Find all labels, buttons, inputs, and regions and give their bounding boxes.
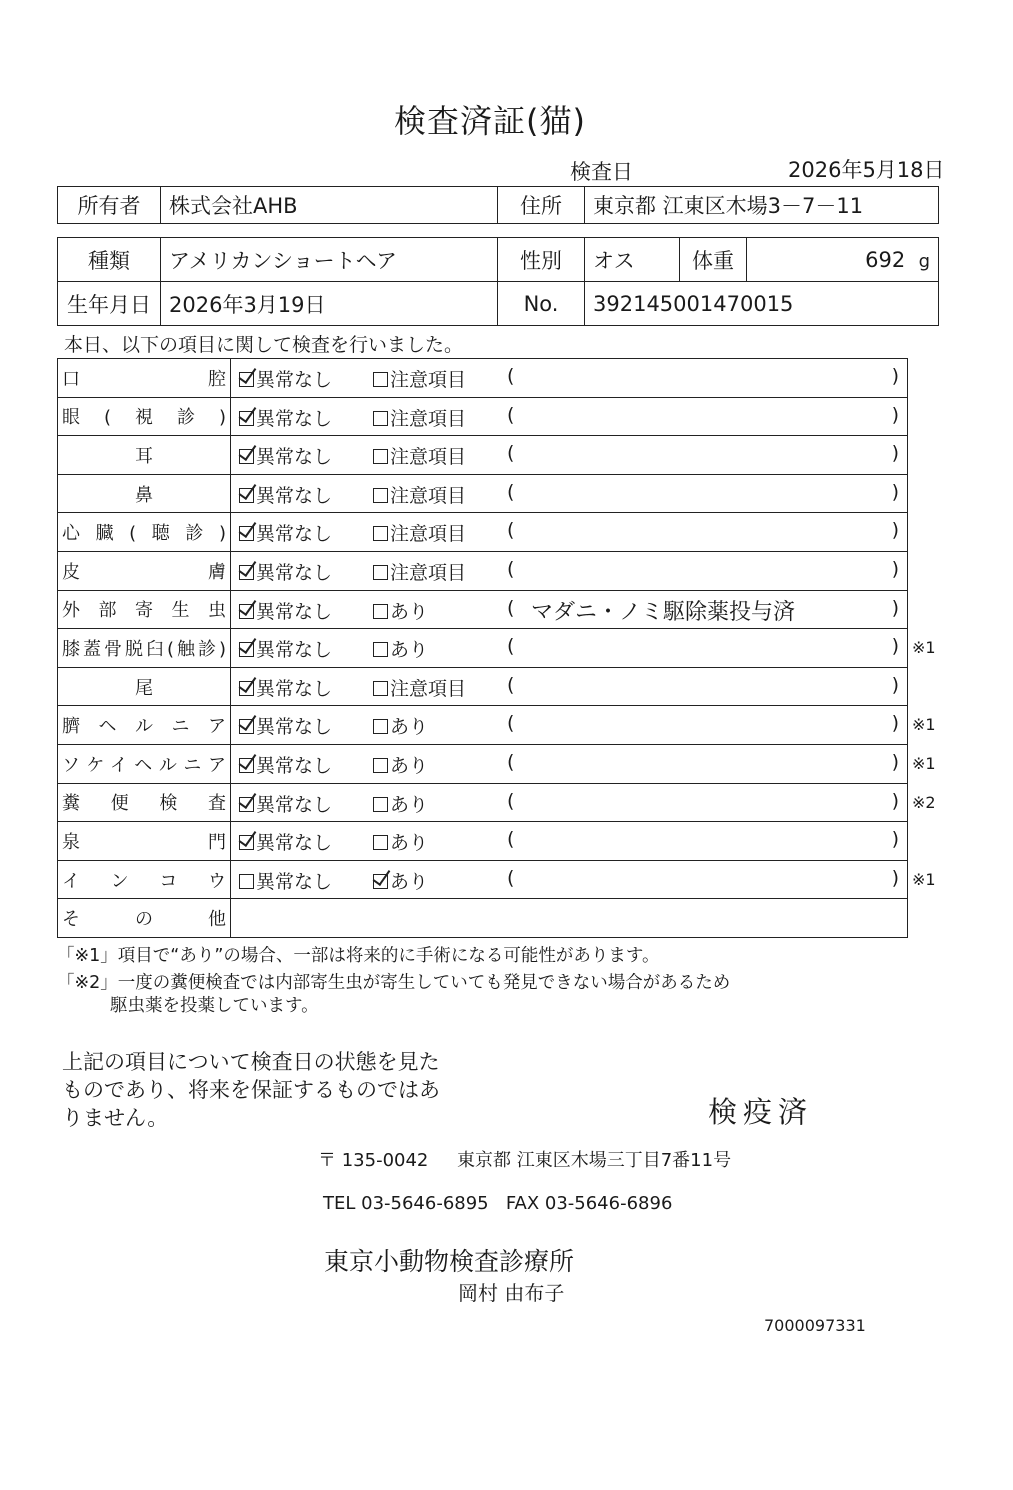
normal-checkbox[interactable] [239,719,254,734]
finding-checkbox[interactable] [373,719,388,734]
exam-result-cell [231,860,908,899]
finding-option[interactable] [373,404,466,431]
exam-item-name-cell [58,629,231,668]
normal-checkbox[interactable] [239,835,254,850]
contact-line [323,1193,672,1214]
paren-open: ( [507,789,515,812]
exam-item-name: 臍ヘルニア [62,716,226,738]
exam-row [58,783,908,822]
postal-code: 〒 135-0042 [318,1150,429,1171]
footnote-mark: ※1 [912,869,936,889]
paren-close: ) [891,403,899,426]
exam-row [58,474,908,513]
other-label: その他 [62,909,226,931]
birthdate-value: 2026年3月19日 [161,282,498,326]
finding-option[interactable] [373,867,428,894]
finding-checkbox[interactable] [373,565,388,580]
number-value: 392145001470015 [585,282,939,326]
footnote-2-line1: 「※2」一度の糞便検査では内部寄生虫が寄生していても発見できない場合があるため [57,973,731,993]
exam-row-other [58,899,908,938]
normal-checkbox[interactable] [239,797,254,812]
finding-checkbox[interactable] [373,797,388,812]
serial-number: 7000097331 [764,1316,866,1335]
normal-label: 異常なし [256,484,333,507]
normal-label: 異常なし [256,561,333,584]
paren-open: ( [507,442,515,465]
normal-label: 異常なし [256,407,333,430]
exam-row [58,359,908,398]
normal-option[interactable] [239,558,332,585]
finding-checkbox[interactable] [373,488,388,503]
normal-option[interactable] [239,867,332,894]
finding-checkbox[interactable] [373,604,388,619]
footnote-2-line2: 駆虫薬を投薬しています。 [110,996,319,1016]
exam-item-name-cell [58,436,231,475]
normal-checkbox[interactable] [239,604,254,619]
owner-value: 株式会社AHB [161,187,498,224]
exam-result-cell [231,706,908,745]
exam-item-name: ソケイヘルニア [62,754,226,776]
normal-label: 異常なし [256,369,333,391]
normal-checkbox[interactable] [239,874,254,889]
exam-row [58,706,908,745]
exam-item-name-cell [58,397,231,436]
normal-option[interactable] [239,481,332,508]
finding-option[interactable] [373,751,428,778]
finding-option[interactable] [373,558,466,585]
tel: TEL 03-5646-6895 [323,1193,489,1214]
normal-option[interactable] [239,828,332,855]
finding-label: あり [390,754,429,777]
exam-item-name: 膝蓋骨脱臼(触診) [62,638,226,660]
exam-item-name: 耳 [135,445,153,467]
exam-item-name-cell [58,783,231,822]
finding-option[interactable] [373,712,428,739]
sex-value: オス [585,238,680,282]
exam-item-name-cell [58,860,231,899]
fax: FAX 03-5646-6896 [505,1193,673,1214]
normal-label: 異常なし [256,446,333,469]
exam-item-name: 尾 [135,677,153,699]
paren-open: ( [507,596,515,619]
normal-checkbox[interactable] [239,758,254,773]
finding-checkbox[interactable] [373,835,388,850]
normal-option[interactable] [239,712,332,739]
footnote-mark: ※2 [912,792,936,812]
exam-item-name: 眼(視診) [62,407,226,429]
exam-item-name-cell [58,822,231,861]
exam-row [58,397,908,436]
paren-close: ) [891,712,899,735]
exam-item-name: 皮膚 [62,561,226,583]
paren-close: ) [891,596,899,619]
finding-option[interactable] [373,828,428,855]
finding-label: あり [390,716,429,739]
exam-row [58,667,908,706]
finding-label: あり [390,870,429,893]
paren-open: ( [507,673,515,696]
address-value: 東京都 江東区木場3－7－11 [585,187,939,224]
normal-option[interactable] [239,404,332,431]
other-value-cell [231,899,908,938]
exam-note: マダニ・ノミ駆除薬投与済 [531,599,796,625]
exam-date-value: 2026年5月18日 [788,158,945,182]
exam-item-name: 心臓(聴診) [62,523,226,545]
exam-result-cell [231,783,908,822]
normal-label: 異常なし [256,870,333,893]
exam-item-name-cell [58,513,231,552]
finding-checkbox[interactable] [373,758,388,773]
paren-close: ) [891,673,899,696]
exam-row [58,822,908,861]
normal-checkbox[interactable] [239,372,254,387]
paren-close: ) [891,789,899,812]
clinic-address: 東京都 江東区木場三丁目7番11号 [457,1150,732,1171]
exam-item-name: 泉門 [62,831,226,853]
breed-label: 種類 [58,238,161,282]
finding-checkbox[interactable] [373,449,388,464]
exam-item-name: 口腔 [62,368,226,390]
normal-option[interactable] [239,635,332,662]
finding-option[interactable] [373,635,428,662]
finding-option[interactable] [373,674,466,701]
exam-row [58,436,908,475]
paren-close: ) [891,866,899,889]
normal-label: 異常なし [256,523,333,546]
quarantine-stamp: 検疫済 [708,1095,814,1129]
normal-option[interactable] [239,519,332,546]
normal-label: 異常なし [256,832,333,855]
exam-row [58,551,908,590]
finding-label: あり [390,600,429,623]
footnote-mark: ※1 [912,638,936,658]
sex-label: 性別 [498,238,585,282]
exam-result-cell [231,513,908,552]
finding-checkbox[interactable] [373,874,388,889]
clinic-address-line [318,1146,731,1172]
exam-result-cell [231,551,908,590]
exam-item-name: インコウ [62,870,226,892]
normal-option[interactable] [239,751,332,778]
finding-label: あり [390,793,429,816]
finding-checkbox[interactable] [373,411,388,426]
normal-option[interactable] [239,790,332,817]
finding-option[interactable] [373,519,466,546]
normal-label: 異常なし [256,639,333,662]
paren-close: ) [891,519,899,542]
exam-item-name: 糞便検査 [62,793,226,815]
finding-label: 注意項目 [390,369,467,391]
normal-checkbox[interactable] [239,681,254,696]
paren-open: ( [507,519,515,542]
paren-open: ( [507,866,515,889]
exam-item-name-cell [58,474,231,513]
finding-option[interactable] [373,597,428,624]
exam-result-cell [231,744,908,783]
normal-option[interactable] [239,442,332,469]
disclaimer-statement: 上記の項目について検査日の状態を見たものであり、将来を保証するものではありません。 [62,1050,440,1130]
normal-label: 異常なし [256,754,333,777]
veterinarian-name: 岡村 由布子 [458,1281,565,1305]
finding-label: 注意項目 [390,446,467,469]
paren-open: ( [507,712,515,735]
finding-label: あり [390,639,429,662]
finding-label: 注意項目 [390,484,467,507]
other-label-cell [58,899,231,938]
exam-table [57,358,908,938]
exam-result-cell [231,474,908,513]
paren-open: ( [507,403,515,426]
exam-result-cell [231,359,908,398]
paren-close: ) [891,828,899,851]
paren-open: ( [507,750,515,773]
normal-checkbox[interactable] [239,565,254,580]
finding-option[interactable] [373,481,466,508]
finding-label: 注意項目 [390,523,467,546]
normal-checkbox[interactable] [239,642,254,657]
normal-label: 異常なし [256,677,333,700]
exam-result-cell [231,629,908,668]
exam-item-name-cell [58,744,231,783]
paren-open: ( [507,635,515,658]
paren-close: ) [891,365,899,387]
finding-checkbox[interactable] [373,681,388,696]
paren-close: ) [891,442,899,465]
footnote-mark: ※1 [912,754,936,773]
pet-info-table [57,237,939,326]
exam-item-name-cell [58,667,231,706]
exam-row [58,513,908,552]
weight-value: 692 [865,247,906,272]
normal-label: 異常なし [256,716,333,739]
finding-checkbox[interactable] [373,526,388,541]
normal-option[interactable] [239,597,332,624]
finding-checkbox[interactable] [373,642,388,657]
finding-option[interactable] [373,790,428,817]
intro-text: 本日、以下の項目に関して検査を行いました。 [64,334,464,356]
exam-result-cell [231,667,908,706]
birthdate-label: 生年月日 [58,282,161,326]
normal-checkbox[interactable] [239,411,254,426]
normal-label: 異常なし [256,600,333,623]
finding-option[interactable] [373,442,466,469]
paren-close: ) [891,635,899,658]
breed-value: アメリカンショートヘア [161,238,498,282]
page-title: 検査済証(猫) [394,102,586,140]
finding-label: あり [390,832,429,855]
weight-unit: g [918,250,930,272]
exam-result-cell [231,590,908,629]
exam-row [58,629,908,668]
paren-open: ( [507,365,515,387]
normal-checkbox[interactable] [239,488,254,503]
paren-close: ) [891,480,899,503]
paren-close: ) [891,750,899,773]
exam-item-name: 外部寄生虫 [62,600,226,622]
paren-open: ( [507,828,515,851]
clinic-name: 東京小動物検査診療所 [324,1247,575,1276]
normal-checkbox[interactable] [239,449,254,464]
owner-label: 所有者 [58,187,161,224]
paren-close: ) [891,557,899,580]
weight-cell [747,238,939,282]
exam-result-cell [231,436,908,475]
normal-option[interactable] [239,674,332,701]
number-label: No. [498,282,585,326]
paren-open: ( [507,480,515,503]
exam-item-name-cell [58,551,231,590]
footnote-mark: ※1 [912,715,936,735]
normal-checkbox[interactable] [239,526,254,541]
owner-info-table [57,186,939,224]
exam-item-name-cell [58,590,231,629]
finding-checkbox[interactable] [373,372,388,387]
exam-item-name: 鼻 [135,484,153,506]
normal-label: 異常なし [256,793,333,816]
finding-option[interactable] [373,365,466,392]
normal-option[interactable] [239,365,332,392]
weight-label: 体重 [680,238,747,282]
exam-date-label: 検査日 [570,160,633,184]
address-label: 住所 [498,187,585,224]
finding-label: 注意項目 [390,677,467,700]
exam-item-name-cell [58,359,231,398]
exam-row [58,860,908,899]
exam-item-name-cell [58,706,231,745]
exam-row [58,590,908,629]
exam-row [58,744,908,783]
footnote-1: 「※1」項目で“あり”の場合、一部は将来的に手術になる可能性があります。 [57,946,660,966]
exam-result-cell [231,397,908,436]
finding-label: 注意項目 [390,561,467,584]
finding-label: 注意項目 [390,407,467,430]
paren-open: ( [507,557,515,580]
exam-result-cell [231,822,908,861]
